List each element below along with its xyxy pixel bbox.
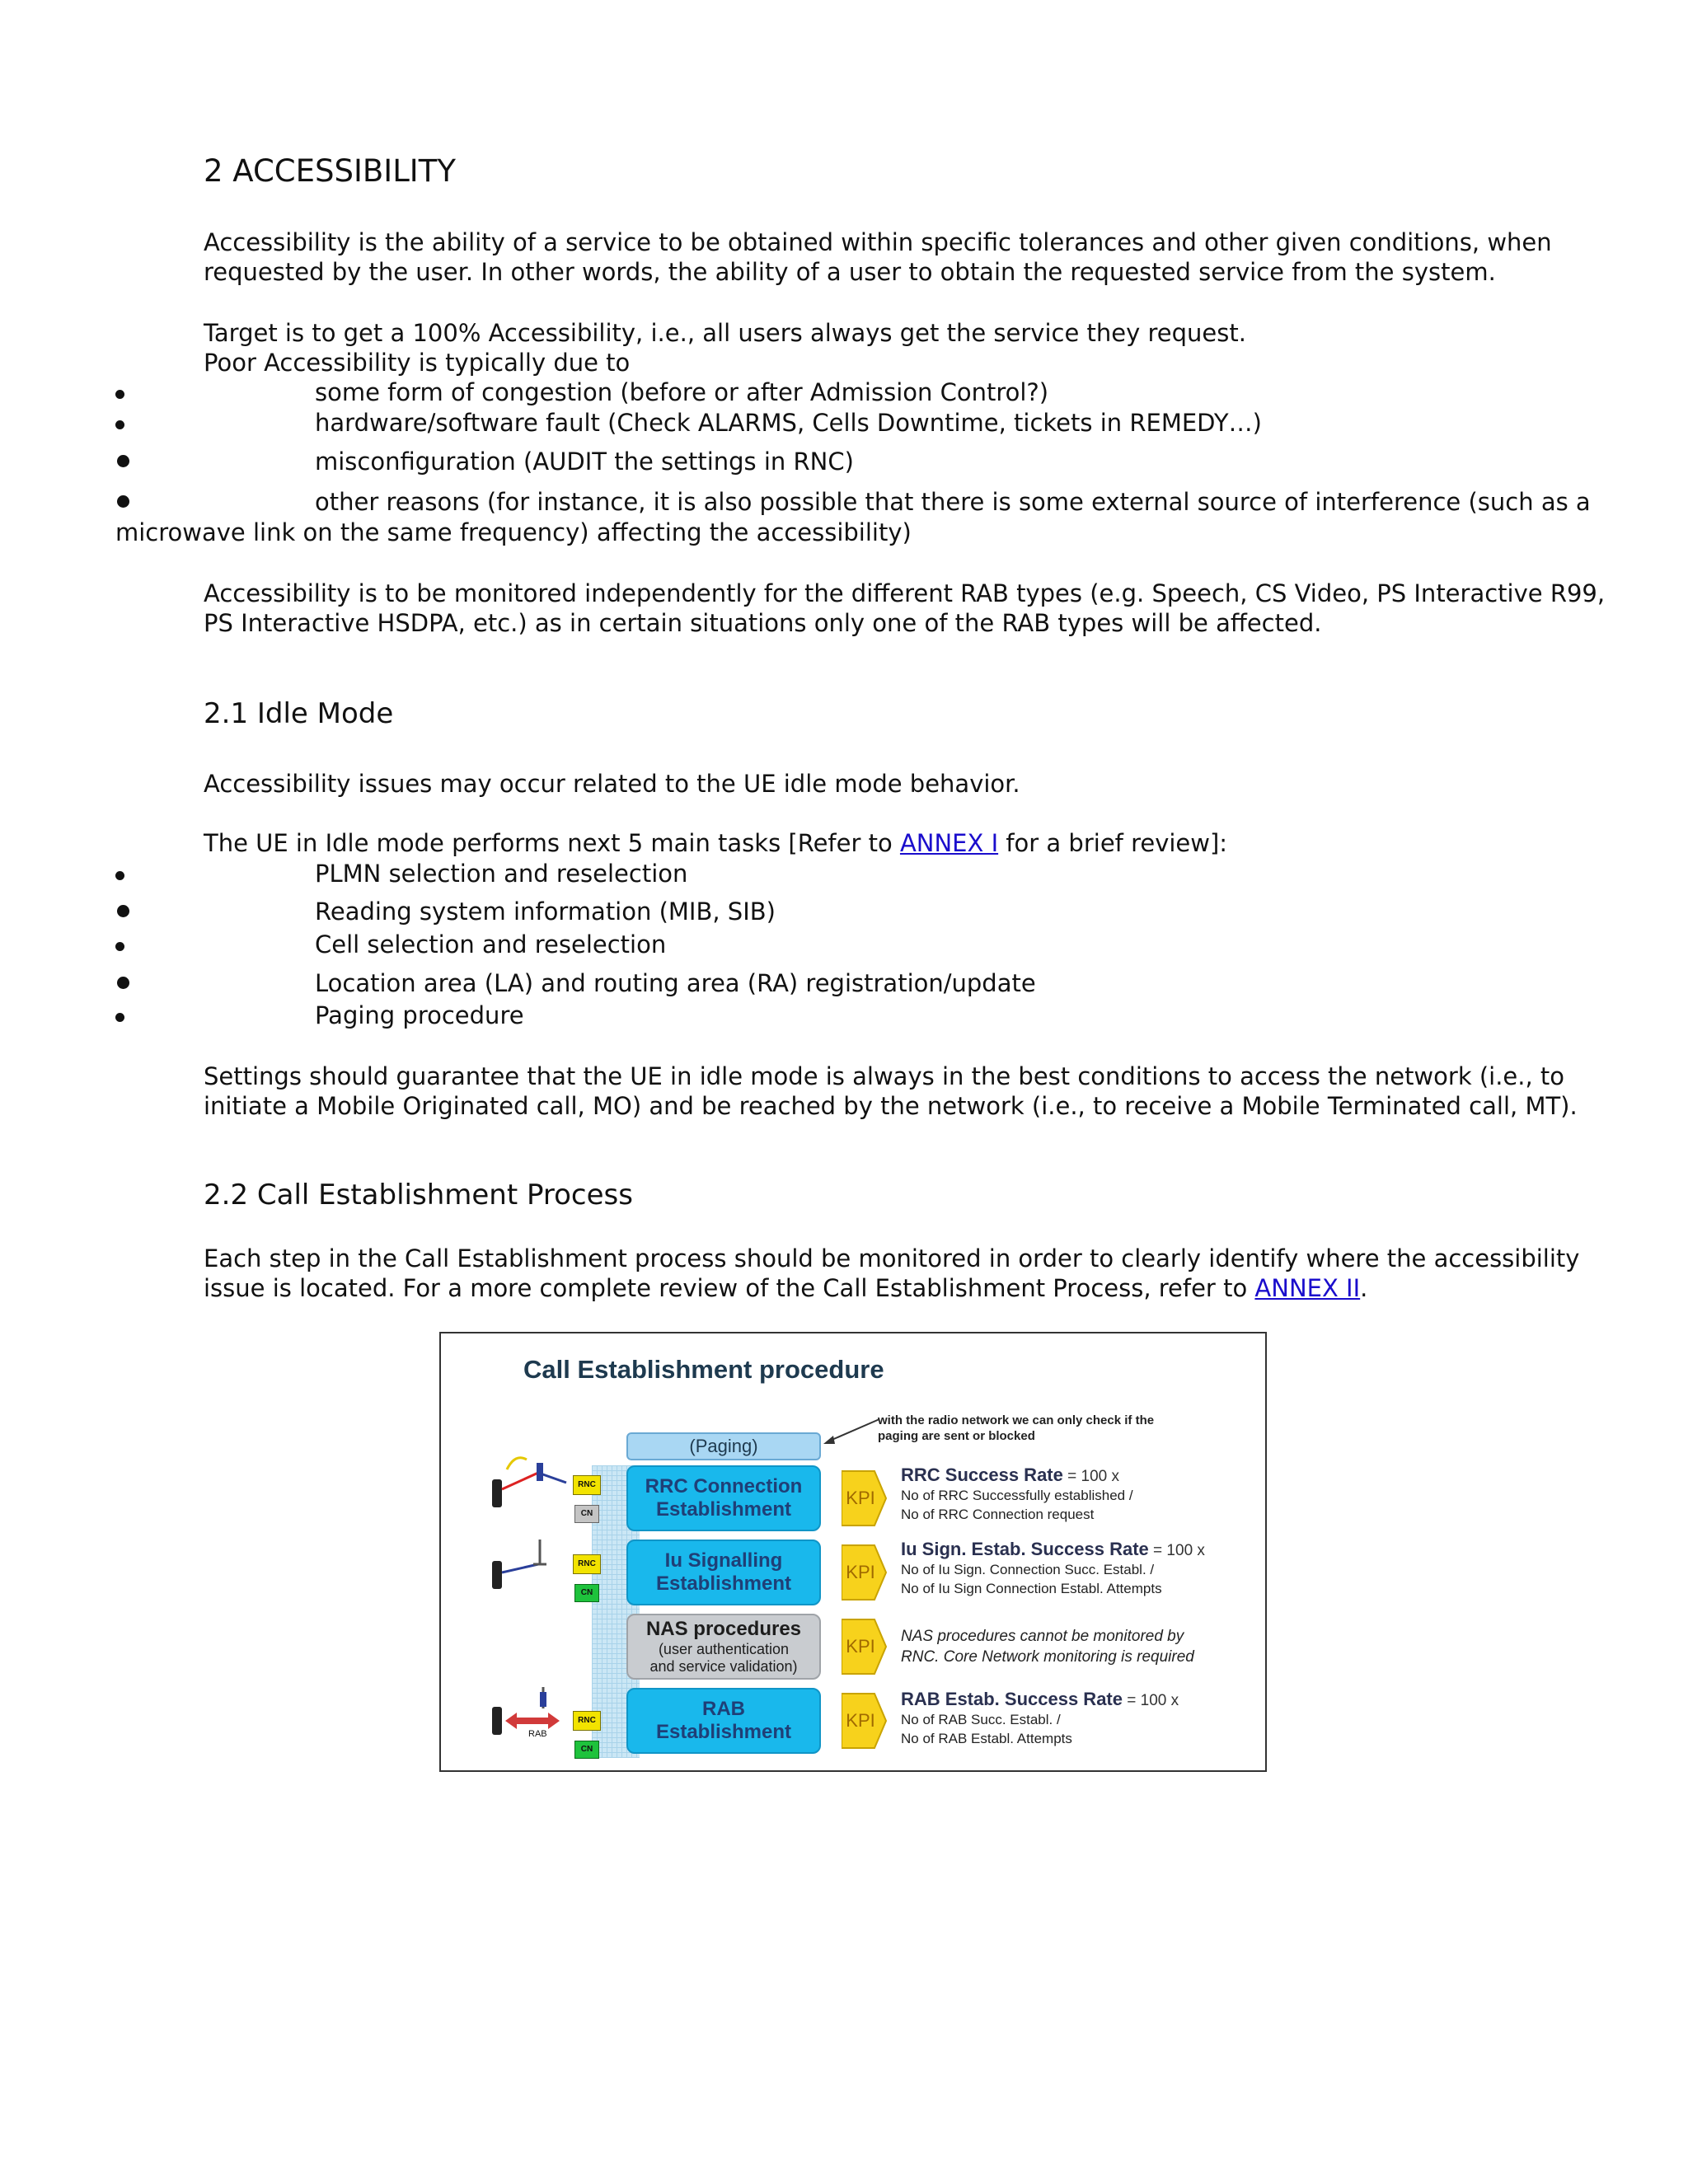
rnc-node: RNC xyxy=(573,1554,601,1574)
kpi-numerator: No of Iu Sign. Connection Succ. Establ. / xyxy=(901,1562,1155,1577)
idle-tasks-intro xyxy=(204,828,1227,858)
bullet-icon xyxy=(115,1013,124,1022)
list-item xyxy=(0,447,1566,476)
kpi-arrow-icon xyxy=(842,1692,888,1750)
idle-mode-heading: 2.1 Idle Mode xyxy=(204,697,394,730)
bullet-icon xyxy=(115,942,124,951)
list-item xyxy=(0,930,1566,959)
settings-line-1: Settings should guarantee that the UE in idle mode is always in the best conditions to access the network (i.e., to xyxy=(204,1062,1565,1090)
call-line-2-text: issue is located. For a more complete review of the Call Establishment Process, refer to xyxy=(204,1274,1255,1302)
kpi-label: KPI xyxy=(846,1710,875,1731)
call-line-2-tail: . xyxy=(1360,1274,1368,1302)
monitor-line-1: Accessibility is to be monitored independently for the different RAB types (e.g. Speech, CS Video, PS Interactive R99, xyxy=(204,579,1606,607)
iu-kpi-description xyxy=(901,1540,1247,1598)
settings-line-2: initiate a Mobile Originated call, MO) and be reached by the network (i.e., to receive a Mobile Terminated call, MT). xyxy=(204,1092,1578,1120)
section-heading: 2 ACCESSIBILITY xyxy=(204,153,456,189)
step-label: Establishment xyxy=(655,1498,792,1521)
kpi-numerator: No of RRC Successfully established / xyxy=(901,1488,1133,1503)
step-label: Establishment xyxy=(655,1572,792,1595)
list-item-text: misconfiguration (AUDIT the settings in RNC) xyxy=(315,448,854,476)
kpi-label: KPI xyxy=(846,1488,875,1508)
kpi-arrow-icon xyxy=(842,1618,888,1675)
list-item-text: other reasons (for instance, it is also possible that there is some external source of interference (such as a xyxy=(315,488,1591,516)
bullet-icon xyxy=(115,420,124,429)
nas-procedures-step xyxy=(626,1614,821,1680)
list-item-text: Reading system information (MIB, SIB) xyxy=(315,898,776,926)
idle-tasks-intro-tail: for a brief review]: xyxy=(998,829,1228,857)
annex-ii-link[interactable]: ANNEX II xyxy=(1254,1274,1361,1302)
call-establishment-figure xyxy=(439,1332,1267,1772)
rab-label: RAB xyxy=(528,1729,547,1739)
note-arrow-icon xyxy=(820,1416,886,1449)
list-item xyxy=(0,377,1566,407)
list-item xyxy=(0,897,1566,926)
list-item xyxy=(0,1001,1566,1030)
idle-tasks-intro-text: The UE in Idle mode performs next 5 main tasks [Refer to xyxy=(204,829,900,857)
rnc-node: RNC xyxy=(573,1711,601,1731)
kpi-denominator: No of RAB Establ. Attempts xyxy=(901,1731,1072,1746)
step-sublabel: (user authentication xyxy=(658,1641,790,1657)
call-line-1: Each step in the Call Establishment process should be monitored in order to clearly identify where the accessibility xyxy=(204,1244,1580,1272)
kpi-name: RAB Estab. Success Rate xyxy=(901,1689,1123,1709)
kpi-formula: = 100 x xyxy=(1123,1692,1179,1709)
kpi-numerator: No of RAB Succ. Establ. / xyxy=(901,1712,1061,1727)
rab-kpi-description xyxy=(901,1690,1247,1748)
bullet-icon xyxy=(117,977,129,989)
kpi-formula: = 100 x xyxy=(1148,1542,1205,1559)
step-label: RRC Connection xyxy=(645,1475,803,1497)
list-item-text: hardware/software fault (Check ALARMS, Cells Downtime, tickets in REMEDY…) xyxy=(315,409,1262,437)
step-label: RAB xyxy=(702,1698,745,1720)
figure-title: Call Establishment procedure xyxy=(523,1355,884,1384)
bullet-icon xyxy=(117,905,129,917)
bullet-icon xyxy=(117,455,129,467)
target-text: Target is to get a 100% Accessibility, i.e., all users always get the service they request. xyxy=(204,319,1246,347)
nas-kpi-description xyxy=(901,1626,1247,1667)
list-item xyxy=(0,859,1566,888)
list-item-text: Paging procedure xyxy=(315,1001,524,1029)
monitor-line-2: PS Interactive HSDPA, etc.) as in certain situations only one of the RAB types will be affected. xyxy=(204,609,1322,637)
call-line-2 xyxy=(204,1273,1367,1303)
kpi-arrow-icon xyxy=(842,1544,888,1601)
list-item-continuation: microwave link on the same frequency) affecting the accessibility) xyxy=(115,518,912,546)
call-establishment-heading: 2.2 Call Establishment Process xyxy=(204,1179,633,1212)
paging-step: (Paging) xyxy=(626,1432,821,1460)
idle-para: Accessibility issues may occur related to the UE idle mode behavior. xyxy=(204,770,1020,798)
rrc-kpi-description xyxy=(901,1465,1247,1524)
cn-node: CN xyxy=(574,1505,599,1523)
rnc-node: RNC xyxy=(573,1475,601,1495)
list-item-text: Location area (LA) and routing area (RA) registration/update xyxy=(315,969,1036,997)
kpi-note-line: NAS procedures cannot be monitored by xyxy=(901,1628,1184,1645)
bullet-icon xyxy=(117,495,129,508)
rab-establishment-step xyxy=(626,1688,821,1754)
list-item-text: some form of congestion (before or after Admission Control?) xyxy=(315,378,1049,406)
cn-node: CN xyxy=(574,1741,599,1759)
step-label: NAS procedures xyxy=(645,1618,802,1640)
kpi-label: KPI xyxy=(846,1562,875,1582)
step-sublabel: and service validation) xyxy=(649,1658,798,1675)
intro-line-1: Accessibility is the ability of a service to be obtained within specific tolerances and other given conditions, when xyxy=(204,228,1552,256)
bullet-icon xyxy=(115,390,124,399)
list-item xyxy=(0,408,1566,438)
kpi-name: Iu Sign. Estab. Success Rate xyxy=(901,1539,1149,1559)
list-item xyxy=(0,487,1591,517)
annex-i-link[interactable]: ANNEX I xyxy=(899,829,999,857)
poor-text: Poor Accessibility is typically due to xyxy=(204,349,631,377)
intro-line-2: requested by the user. In other words, the ability of a user to obtain the requested service from the system. xyxy=(204,258,1496,286)
kpi-name: RRC Success Rate xyxy=(901,1465,1063,1485)
step-label: Iu Signalling xyxy=(664,1549,783,1572)
iu-signalling-step xyxy=(626,1540,821,1605)
kpi-note-line: RNC. Core Network monitoring is required xyxy=(901,1648,1194,1666)
list-item-text: PLMN selection and reselection xyxy=(315,860,688,888)
bullet-icon xyxy=(115,871,124,880)
list-item xyxy=(0,968,1566,998)
figure-note: with the radio network we can only check if the paging are sent or blocked xyxy=(878,1413,1155,1443)
kpi-formula: = 100 x xyxy=(1062,1468,1120,1485)
kpi-denominator: No of RRC Connection request xyxy=(901,1507,1095,1522)
kpi-arrow-icon xyxy=(842,1469,888,1527)
kpi-label: KPI xyxy=(846,1636,875,1657)
kpi-denominator: No of Iu Sign Connection Establ. Attempts xyxy=(901,1581,1162,1596)
rrc-connection-step xyxy=(626,1465,821,1531)
cn-node: CN xyxy=(574,1584,599,1602)
list-item-text: Cell selection and reselection xyxy=(315,930,667,958)
step-label: Establishment xyxy=(655,1721,792,1743)
